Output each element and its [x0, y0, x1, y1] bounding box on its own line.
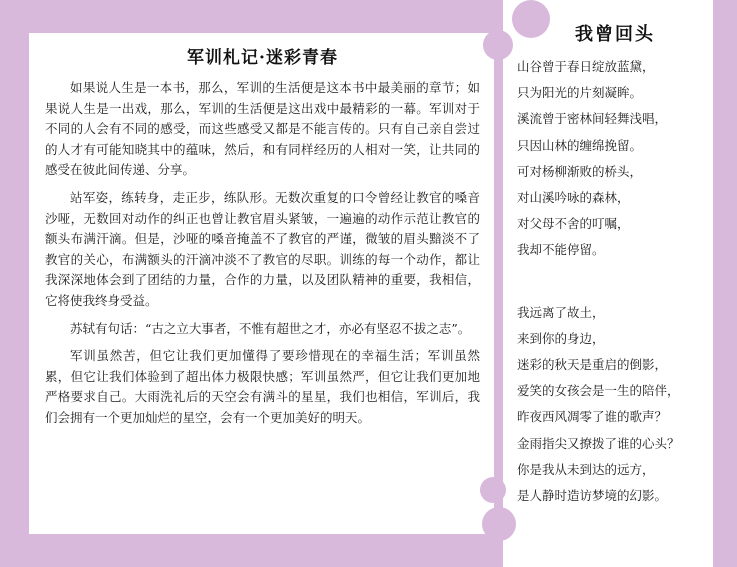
essay-paragraph-3: 苏轼有句话：“古之立大事者，不惟有超世之才，亦必有坚忍不拔之志”。	[70, 320, 471, 336]
poem-line: 金雨指尖又撩拨了谁的心头？	[517, 435, 680, 451]
essay-panel	[29, 33, 494, 534]
essay-paragraph-4: 军训虽然苦，但它让我们更加懂得了要珍惜现在的幸福生活；军训虽然累，但它让我们体验到了超出体力极限快感；军训虽然严，但它让我们更加地严格要求自己。大雨洗礼后的天空会有满斗的星星，我们也相信，军训后，我们会拥有一个更加灿烂的星空，会有一个更加美好的明天。	[45, 348, 480, 425]
essay-paragraph-2: 站军姿，练转身，走正步，练队形。无数次重复的口令曾经让教官的嗓音沙哑，无数回对动作的纠正也曾让教官眉头紧皱，一遍遍的动作示范让教官的额头布满汗滴。但是，沙哑的嗓音掩盖不了教官的严谨，微皱的眉头黯淡不了教官的关心，布满额头的汗滴冲淡不了教官的尽职。训练的每一个动作，都让我深深地体会到了团结的力量，合作的力量，以及团队精神的重要，我相信，它将使我终身受益。	[45, 189, 480, 308]
decorative-circle	[482, 507, 516, 541]
decorative-circle	[480, 477, 506, 503]
poem-line: 只为阳光的片刻凝眸。	[517, 85, 643, 101]
poem-line: 你是我从未到达的远方，	[517, 461, 655, 477]
poem-line: 可对杨柳渐败的桥头，	[517, 163, 643, 179]
poem-stanza-2	[517, 300, 713, 510]
poem-panel	[503, 0, 713, 567]
poem-line: 迷彩的秋天是重启的倒影，	[517, 357, 668, 373]
poem-line: 昨夜西风凋零了谁的歌声？	[517, 409, 668, 425]
decorative-circle	[512, 0, 550, 38]
poem-stanza-1	[517, 54, 713, 264]
poem-line: 山谷曾于春日绽放蓝黛，	[517, 59, 655, 74]
poem-line: 溪流曾于密林间轻舞浅唱，	[517, 111, 668, 127]
decorative-circle	[483, 30, 513, 60]
poem-line: 我远离了故土，	[517, 304, 605, 320]
poem-line: 是人静时造访梦境的幻影。	[517, 488, 668, 504]
poem-line: 我却不能停留。	[517, 242, 605, 258]
essay-paragraph-1: 如果说人生是一本书，那么，军训的生活便是这本书中最美丽的章节；如果说人生是一出戏，那么，军训的生活便是这出戏中最精彩的一幕。军训对于不同的人会有不同的感受，而这些感受又都是不能言传的。只有自己亲自尝过的人才有可能知晓其中的蕴味，然后，和有同样经历的人相对一笑，让共同的感受在彼此间传递、分享。	[45, 80, 480, 178]
poem-line: 对山溪吟咏的森林，	[517, 190, 630, 206]
poem-line: 对父母不舍的叮嘱，	[517, 216, 630, 232]
poem-line: 来到你的身边，	[517, 330, 605, 346]
essay-title: 军训札记·迷彩青春	[187, 48, 338, 68]
poem-line: 爱笑的女孩会是一生的陪伴，	[517, 383, 680, 399]
stanza-gap	[517, 264, 713, 300]
poem-title: 我曾回头	[575, 24, 655, 45]
poem-line: 只因山林的缠绵挽留。	[517, 137, 643, 153]
